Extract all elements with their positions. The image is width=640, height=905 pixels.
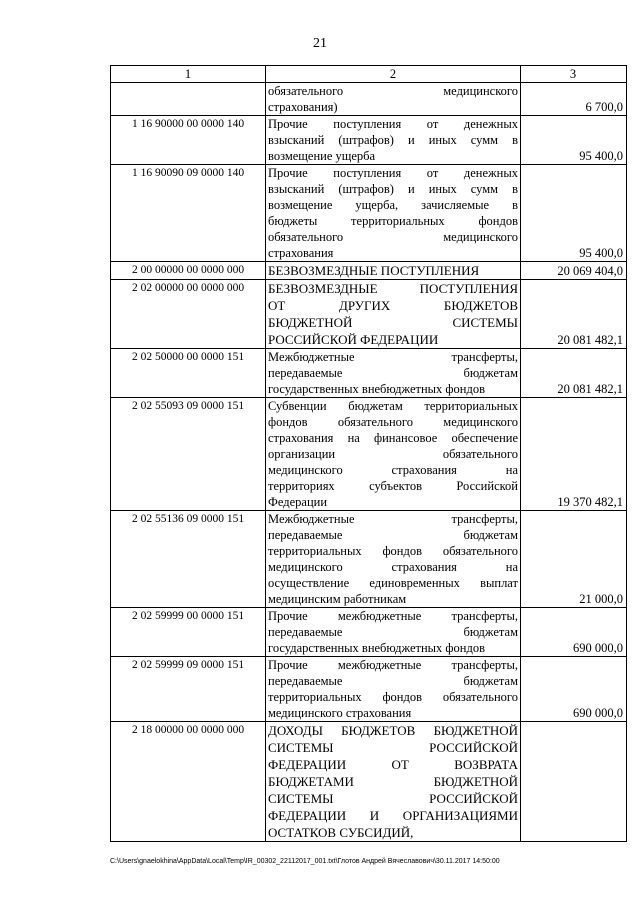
row-code: 2 02 55136 09 0000 151 [111, 511, 266, 608]
row-name-line: медицинского страхования на [268, 463, 518, 477]
row-name-line: ОТ ДРУГИХ БЮДЖЕТОВ [268, 298, 518, 313]
row-name-line: взысканий (штрафов) и иных сумм в [268, 182, 518, 196]
page-number: 21 [313, 36, 327, 51]
row-name-line: Прочие межбюджетные трансферты, [268, 609, 518, 623]
row-name-line: бюджеты территориальных фондов [268, 214, 518, 228]
row-name-line: страхования [268, 246, 334, 260]
row-amount: 690 000,0 [521, 657, 627, 722]
row-name-line: БЮДЖЕТАМИ БЮДЖЕТНОЙ [268, 774, 518, 789]
row-name-line: передаваемые бюджетам [268, 625, 518, 639]
row-code: 1 16 90000 00 0000 140 [111, 116, 266, 165]
column-header-3: 3 [521, 66, 627, 83]
budget-table [110, 65, 627, 842]
row-code: 2 02 55093 09 0000 151 [111, 398, 266, 511]
row-name-line: страхования на финансовое обеспечение [268, 431, 518, 445]
table-row [111, 280, 627, 349]
row-name [266, 165, 521, 262]
row-name-line: РОССИЙСКОЙ ФЕДЕРАЦИИ [268, 332, 439, 347]
row-amount: 6 700,0 [521, 83, 627, 116]
row-name-line: медицинского страхования на [268, 560, 518, 574]
row-name-line: ФЕДЕРАЦИИ ОТ ВОЗВРАТА [268, 757, 518, 772]
row-name-line: государственных внебюджетных фондов [268, 382, 485, 396]
row-code [111, 83, 266, 116]
row-name-line: взысканий (штрафов) и иных сумм в [268, 133, 518, 147]
row-name-line: Прочие межбюджетные трансферты, [268, 658, 518, 672]
row-name [266, 349, 521, 398]
row-name-line: передаваемые бюджетам [268, 528, 518, 542]
row-code: 2 02 50000 00 0000 151 [111, 349, 266, 398]
row-amount [521, 722, 627, 842]
row-name [266, 280, 521, 349]
row-name-line: медицинским работникам [268, 592, 407, 606]
table-row [111, 165, 627, 262]
row-amount: 690 000,0 [521, 608, 627, 657]
row-name [266, 116, 521, 165]
table-row [111, 83, 627, 116]
row-name-line: фондов обязательного медицинского [268, 415, 518, 429]
row-name-line: ФЕДЕРАЦИИ И ОРГАНИЗАЦИЯМИ [268, 808, 518, 823]
row-amount: 95 400,0 [521, 116, 627, 165]
row-name-line: Федерации [268, 495, 328, 509]
table-row [111, 511, 627, 608]
row-name-line: территориальных фондов обязательного [268, 690, 518, 704]
row-amount: 20 081 482,1 [521, 349, 627, 398]
table-row [111, 657, 627, 722]
row-name-line: обязательного медицинского [268, 84, 518, 98]
row-name [266, 83, 521, 116]
row-name-line: возмещение ущерба [268, 149, 376, 163]
row-name [266, 511, 521, 608]
row-name-line: БЕЗВОЗМЕЗДНЫЕ ПОСТУПЛЕНИЯ [268, 263, 480, 278]
row-amount: 20 081 482,1 [521, 280, 627, 349]
row-name [266, 608, 521, 657]
row-name-line: осуществление единовременных выплат [268, 576, 518, 590]
table-row [111, 349, 627, 398]
row-name-line: территориях субъектов Российской [268, 479, 518, 493]
row-amount: 20 069 404,0 [521, 262, 627, 280]
row-name-line: организации обязательного [268, 447, 518, 461]
row-name-line: возмещение ущерба, зачисляемые в [268, 198, 518, 212]
row-name-line: СИСТЕМЫ РОССИЙСКОЙ [268, 740, 518, 755]
table-row [111, 116, 627, 165]
row-name-line: территориальных фондов обязательного [268, 544, 518, 558]
table-header-row [111, 66, 627, 83]
row-code: 2 02 59999 00 0000 151 [111, 608, 266, 657]
row-name-line: ОСТАТКОВ СУБСИДИЙ, [268, 825, 414, 840]
footer-file-path: C:\Users\gnaelokhina\AppData\Local\Temp\IR_00302_22112017_001.txt\Глотов Андрей Вячеславович\30.11.2017 14:50:00 [110, 858, 500, 865]
row-name-line: государственных внебюджетных фондов [268, 641, 485, 655]
table-row [111, 262, 627, 280]
row-code: 2 00 00000 00 0000 000 [111, 262, 266, 280]
row-name-line: Межбюджетные трансферты, [268, 350, 518, 364]
row-name-line: БЕЗВОЗМЕЗДНЫЕ ПОСТУПЛЕНИЯ [268, 281, 518, 296]
row-name [266, 398, 521, 511]
table-row [111, 722, 627, 842]
row-amount: 21 000,0 [521, 511, 627, 608]
row-name [266, 262, 521, 280]
row-name-line: БЮДЖЕТНОЙ СИСТЕМЫ [268, 315, 518, 330]
row-name-line: передаваемые бюджетам [268, 674, 518, 688]
table-row [111, 398, 627, 511]
row-name-line: передаваемые бюджетам [268, 366, 518, 380]
row-name-line: Субвенции бюджетам территориальных [268, 399, 518, 413]
row-name-line: Прочие поступления от денежных [268, 166, 518, 180]
row-name-line: медицинского страхования [268, 706, 412, 720]
row-code: 2 18 00000 00 0000 000 [111, 722, 266, 842]
column-header-2: 2 [266, 66, 521, 83]
row-name-line: ДОХОДЫ БЮДЖЕТОВ БЮДЖЕТНОЙ [268, 723, 518, 738]
row-amount: 19 370 482,1 [521, 398, 627, 511]
table-row [111, 608, 627, 657]
row-amount: 95 400,0 [521, 165, 627, 262]
row-name-line: Межбюджетные трансферты, [268, 512, 518, 526]
table-body [111, 66, 627, 842]
row-name-line: Прочие поступления от денежных [268, 117, 518, 131]
row-code: 2 02 00000 00 0000 000 [111, 280, 266, 349]
row-name-line: СИСТЕМЫ РОССИЙСКОЙ [268, 791, 518, 806]
row-name-line: страхования) [268, 100, 338, 114]
row-code: 1 16 90090 09 0000 140 [111, 165, 266, 262]
row-code: 2 02 59999 09 0000 151 [111, 657, 266, 722]
row-name-line: обязательного медицинского [268, 230, 518, 244]
row-name [266, 722, 521, 842]
row-name [266, 657, 521, 722]
column-header-1: 1 [111, 66, 266, 83]
